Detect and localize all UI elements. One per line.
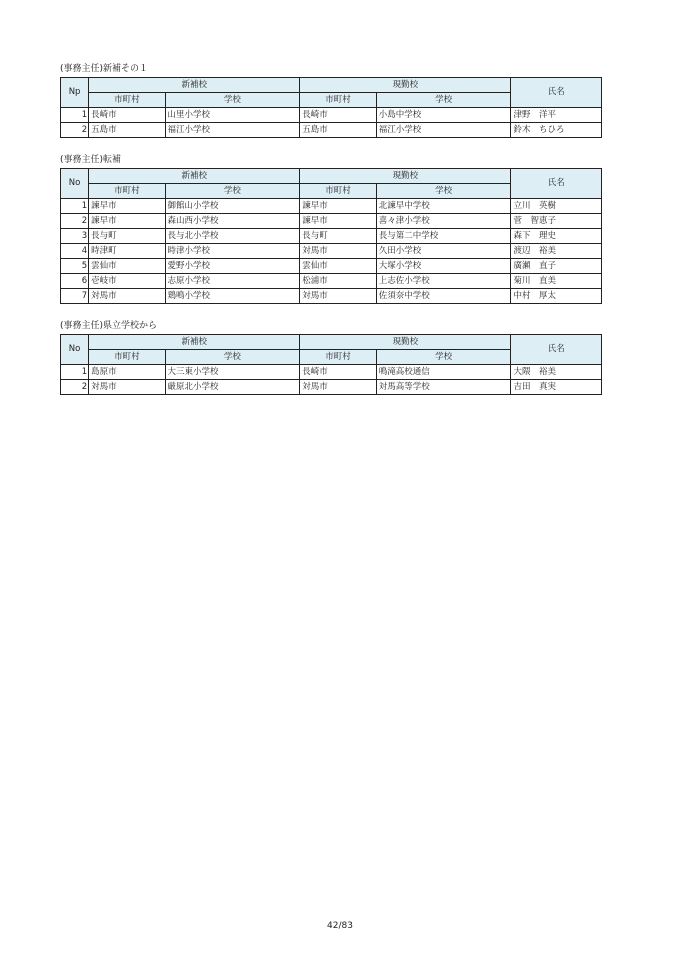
new-school: 鶏鳴小学校 <box>165 289 300 304</box>
current-school: 福江小学校 <box>376 123 511 138</box>
page-number: 42/83 <box>327 921 353 931</box>
city-header: 市町村 <box>89 350 165 365</box>
person-name: 吉田 真実 <box>511 380 602 395</box>
current-city: 五島市 <box>300 123 376 138</box>
new-school: 志原小学校 <box>165 274 300 289</box>
row-no: 1 <box>61 365 89 380</box>
section-title: (事務主任)転補 <box>60 155 122 165</box>
person-name: 津野 洋平 <box>511 108 602 123</box>
row-no: 2 <box>61 214 89 229</box>
table-row <box>61 229 602 244</box>
name-header: 氏名 <box>511 335 602 365</box>
table-row <box>61 289 602 304</box>
current-city: 長崎市 <box>300 365 376 380</box>
new-city: 壱岐市 <box>89 274 165 289</box>
current-city: 長崎市 <box>300 108 376 123</box>
table-row <box>61 199 602 214</box>
city-header: 市町村 <box>300 350 376 365</box>
new-school: 長与北小学校 <box>165 229 300 244</box>
assignment-table <box>60 77 602 138</box>
person-name: 菅 智恵子 <box>511 214 602 229</box>
new-school-header: 新補校 <box>89 169 300 184</box>
new-school-header: 新補校 <box>89 78 300 93</box>
table-row <box>61 380 602 395</box>
city-header: 市町村 <box>89 184 165 199</box>
city-header: 市町村 <box>300 184 376 199</box>
new-school: 大三東小学校 <box>165 365 300 380</box>
person-name: 森下 理史 <box>511 229 602 244</box>
current-city: 諫早市 <box>300 214 376 229</box>
new-school: 御館山小学校 <box>165 199 300 214</box>
new-school: 厳原北小学校 <box>165 380 300 395</box>
school-header: 学校 <box>165 93 300 108</box>
row-no: 1 <box>61 108 89 123</box>
current-city: 諫早市 <box>300 199 376 214</box>
person-name: 大隈 裕美 <box>511 365 602 380</box>
current-school-header: 現勤校 <box>300 335 511 350</box>
name-header: 氏名 <box>511 169 602 199</box>
row-no: 4 <box>61 244 89 259</box>
current-city: 雲仙市 <box>300 259 376 274</box>
person-name: 中村 厚太 <box>511 289 602 304</box>
current-school-header: 現勤校 <box>300 78 511 93</box>
new-city: 五島市 <box>89 123 165 138</box>
current-city: 対馬市 <box>300 380 376 395</box>
no-header: No <box>61 335 89 365</box>
section-title: (事務主任)新補その１ <box>60 64 149 74</box>
new-city: 時津町 <box>89 244 165 259</box>
city-header: 市町村 <box>89 93 165 108</box>
row-no: 1 <box>61 199 89 214</box>
no-header: No <box>61 169 89 199</box>
assignment-table <box>60 334 602 395</box>
new-city: 長与町 <box>89 229 165 244</box>
current-school: 小島中学校 <box>376 108 511 123</box>
person-name: 渡辺 裕美 <box>511 244 602 259</box>
current-school: 鳴滝高校通信 <box>376 365 511 380</box>
new-city: 対馬市 <box>89 380 165 395</box>
section-from-prefectural <box>60 321 602 395</box>
current-school: 長与第二中学校 <box>376 229 511 244</box>
new-city: 諫早市 <box>89 199 165 214</box>
current-city: 対馬市 <box>300 244 376 259</box>
new-city: 島原市 <box>89 365 165 380</box>
assignment-table <box>60 168 602 304</box>
section-transfer <box>60 155 602 304</box>
table-row <box>61 365 602 380</box>
current-school: 久田小学校 <box>376 244 511 259</box>
person-name: 立川 英樹 <box>511 199 602 214</box>
current-school: 喜々津小学校 <box>376 214 511 229</box>
row-no: 6 <box>61 274 89 289</box>
current-city: 長与町 <box>300 229 376 244</box>
city-header: 市町村 <box>300 93 376 108</box>
new-city: 諫早市 <box>89 214 165 229</box>
table-row <box>61 274 602 289</box>
row-no: 2 <box>61 123 89 138</box>
current-school: 北諫早中学校 <box>376 199 511 214</box>
new-city: 対馬市 <box>89 289 165 304</box>
section-title: (事務主任)県立学校から <box>60 321 158 331</box>
new-school: 森山西小学校 <box>165 214 300 229</box>
current-city: 対馬市 <box>300 289 376 304</box>
new-school-header: 新補校 <box>89 335 300 350</box>
current-school: 佐須奈中学校 <box>376 289 511 304</box>
new-school: 福江小学校 <box>165 123 300 138</box>
school-header: 学校 <box>376 350 511 365</box>
row-no: 3 <box>61 229 89 244</box>
school-header: 学校 <box>165 350 300 365</box>
current-school: 対馬高等学校 <box>376 380 511 395</box>
no-header: Np <box>61 78 89 108</box>
new-school: 愛野小学校 <box>165 259 300 274</box>
section-new-assignment-1 <box>60 64 602 138</box>
person-name: 鈴木 ちひろ <box>511 123 602 138</box>
row-no: 2 <box>61 380 89 395</box>
school-header: 学校 <box>376 93 511 108</box>
table-row <box>61 259 602 274</box>
table-row <box>61 244 602 259</box>
row-no: 5 <box>61 259 89 274</box>
current-school: 大塚小学校 <box>376 259 511 274</box>
new-school: 山里小学校 <box>165 108 300 123</box>
person-name: 菊川 直美 <box>511 274 602 289</box>
current-school-header: 現勤校 <box>300 169 511 184</box>
school-header: 学校 <box>165 184 300 199</box>
row-no: 7 <box>61 289 89 304</box>
table-row <box>61 123 602 138</box>
table-row <box>61 108 602 123</box>
name-header: 氏名 <box>511 78 602 108</box>
new-city: 長崎市 <box>89 108 165 123</box>
new-city: 雲仙市 <box>89 259 165 274</box>
school-header: 学校 <box>376 184 511 199</box>
current-school: 上志佐小学校 <box>376 274 511 289</box>
table-row <box>61 214 602 229</box>
new-school: 時津小学校 <box>165 244 300 259</box>
person-name: 廣瀬 直子 <box>511 259 602 274</box>
current-city: 松浦市 <box>300 274 376 289</box>
